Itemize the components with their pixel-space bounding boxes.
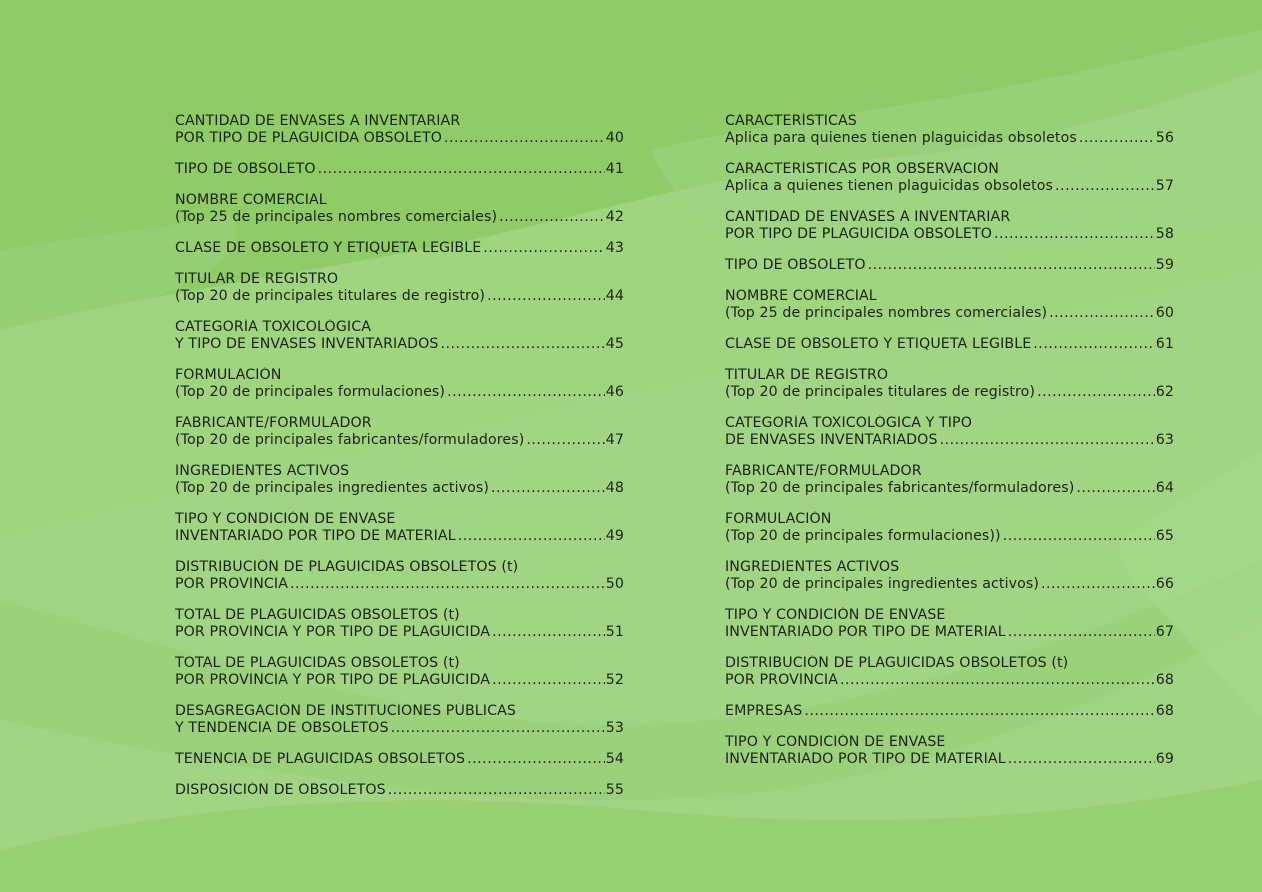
toc-entry-text: TITULAR DE REGISTRO (175, 271, 339, 287)
toc-entry[interactable] (725, 607, 1174, 641)
toc-entry[interactable] (725, 257, 1174, 274)
toc-entry-line (175, 528, 624, 545)
toc-entry-line (725, 226, 1174, 243)
toc-entry-text: CANTIDAD DE ENVASES A INVENTARIAR (725, 209, 1011, 225)
toc-page-number: 49 (605, 528, 624, 544)
toc-entry-line (175, 240, 624, 257)
toc-entry-line (725, 288, 1174, 305)
toc-entry[interactable] (725, 415, 1174, 449)
dot-leader (1033, 336, 1154, 353)
toc-entry-line (725, 607, 1174, 624)
toc-page-number: 64 (1155, 480, 1174, 496)
toc-entry-line (175, 703, 624, 720)
toc-entry[interactable] (725, 161, 1174, 195)
toc-entry[interactable] (175, 703, 624, 737)
dot-leader (483, 240, 604, 257)
dot-leader (487, 288, 605, 305)
toc-entry[interactable] (725, 511, 1174, 545)
dot-leader (1049, 305, 1155, 322)
toc-entry-text: POR PROVINCIA (175, 576, 289, 592)
toc-entry-text: CLASE DE OBSOLETO Y ETIQUETA LEGIBLE (175, 240, 482, 256)
toc-page-number: 65 (1155, 528, 1174, 544)
toc-entry-text: DESAGREGACIÓN DE INSTITUCIONES PÚBLICAS (175, 703, 516, 719)
toc-entry-line (725, 734, 1174, 751)
toc-entry[interactable] (725, 703, 1174, 720)
dot-leader (868, 257, 1155, 274)
toc-entry-line (175, 559, 624, 576)
toc-entry-line (175, 511, 624, 528)
toc-entry-text: NOMBRE COMERCIAL (725, 288, 877, 304)
dot-leader (994, 226, 1155, 243)
toc-entry-line (725, 432, 1174, 449)
toc-entry[interactable] (175, 113, 624, 147)
toc-entry-line (175, 624, 624, 641)
toc-page-number: 40 (605, 130, 624, 146)
toc-page-number: 54 (605, 751, 624, 767)
toc-page-number: 67 (1155, 624, 1174, 640)
toc-entry[interactable] (725, 367, 1174, 401)
toc-entry[interactable] (175, 161, 624, 178)
toc-entry-line (175, 271, 624, 288)
dot-leader (1008, 751, 1155, 768)
dot-leader (1055, 178, 1155, 195)
toc-entry-text: FORMULACIÓN (725, 511, 832, 527)
toc-entry[interactable] (175, 511, 624, 545)
toc-entry[interactable] (175, 319, 624, 353)
toc-entry-text: FORMULACIÓN (175, 367, 282, 383)
toc-entry-text: TIPO DE OBSOLETO (175, 161, 316, 177)
toc-entry-text: (Top 25 de principales nombres comerciales) (725, 305, 1048, 321)
toc-page-number: 66 (1155, 576, 1174, 592)
toc-entry[interactable] (175, 751, 624, 768)
toc-entry-line (175, 161, 624, 178)
toc-page-number: 41 (605, 161, 624, 177)
toc-entry-line (725, 528, 1174, 545)
toc-entry-text: DISPOSICIÓN DE OBSOLETOS (175, 782, 386, 798)
toc-entry-text: DISTRIBUCIÓN DE PLAGUICIDAS OBSOLETOS (t) (175, 559, 519, 575)
toc-entry-line (725, 624, 1174, 641)
toc-entry[interactable] (725, 209, 1174, 243)
toc-entry-text: INVENTARIADO POR TIPO DE MATERIAL (175, 528, 456, 544)
toc-entry-text: (Top 20 de principales titulares de registro) (175, 288, 486, 304)
toc-entry-text: POR PROVINCIA Y POR TIPO DE PLAGUICIDA (175, 624, 491, 640)
toc-entry-line (175, 432, 624, 449)
toc-entry-line (725, 415, 1174, 432)
toc-entry-text: (Top 20 de principales ingredientes activos) (725, 576, 1040, 592)
toc-entry-text: POR TIPO DE PLAGUICIDA OBSOLETO (725, 226, 992, 242)
toc-entry-text: INVENTARIADO POR TIPO DE MATERIAL (725, 751, 1006, 767)
dot-leader (940, 432, 1155, 449)
toc-entry-line (725, 113, 1174, 130)
toc-entry-line (725, 559, 1174, 576)
dot-leader (492, 624, 605, 641)
toc-entry-line (175, 130, 624, 147)
toc-entry-line (725, 178, 1174, 195)
toc-entry-line (175, 463, 624, 480)
dot-leader (447, 384, 605, 401)
toc-entry[interactable] (175, 463, 624, 497)
toc-page-number: 46 (605, 384, 624, 400)
toc-entry-line (175, 192, 624, 209)
dot-leader (840, 672, 1155, 689)
toc-entry-text: TOTAL DE PLAGUICIDAS OBSOLETOS (t) (175, 607, 460, 623)
toc-entry-line (175, 480, 624, 497)
toc-entry[interactable] (725, 336, 1174, 353)
dot-leader (492, 672, 605, 689)
dot-leader (444, 130, 605, 147)
dot-leader (458, 528, 605, 545)
toc-entry-line (725, 751, 1174, 768)
toc-entry-line (175, 367, 624, 384)
dot-leader (1041, 576, 1155, 593)
toc-entry-line (175, 384, 624, 401)
toc-entry-line (175, 288, 624, 305)
toc-entry-text: NOMBRE COMERCIAL (175, 192, 327, 208)
toc-entry-line (725, 305, 1174, 322)
toc-entry-text: EMPRESAS (725, 703, 803, 719)
toc-entry-line (175, 672, 624, 689)
toc-page-number: 69 (1155, 751, 1174, 767)
toc-entry[interactable] (175, 192, 624, 226)
toc-entry-line (725, 209, 1174, 226)
dot-leader (318, 161, 605, 178)
toc-page-number: 48 (605, 480, 624, 496)
toc-page-number: 51 (605, 624, 624, 640)
toc-page-number: 56 (1155, 130, 1174, 146)
toc-entry-text: CLASE DE OBSOLETO Y ETIQUETA LEGIBLE (725, 336, 1032, 352)
toc-entry-text: (Top 20 de principales ingredientes activos) (175, 480, 490, 496)
toc-entry-line (175, 751, 624, 768)
toc-page-number: 68 (1155, 703, 1174, 719)
toc-entry-text: CANTIDAD DE ENVASES A INVENTARIAR (175, 113, 461, 129)
toc-entry-line (175, 319, 624, 336)
toc-entry-text: (Top 20 de principales formulaciones)) (725, 528, 1001, 544)
dot-leader (499, 209, 605, 226)
toc-entry-text: (Top 25 de principales nombres comerciales) (175, 209, 498, 225)
toc-entry[interactable] (175, 607, 624, 641)
toc-entry-text: Y TENDENCIA DE OBSOLETOS (175, 720, 389, 736)
toc-entry[interactable] (725, 288, 1174, 322)
toc-page-number: 43 (605, 240, 624, 256)
toc-entry-text: POR PROVINCIA Y POR TIPO DE PLAGUICIDA (175, 672, 491, 688)
toc-entry-text: TENENCIA DE PLAGUICIDAS OBSOLETOS (175, 751, 466, 767)
toc-entry[interactable] (175, 367, 624, 401)
toc-entry-text: INVENTARIADO POR TIPO DE MATERIAL (725, 624, 1006, 640)
toc-entry-line (725, 672, 1174, 689)
dot-leader (467, 751, 605, 768)
toc-entry[interactable] (725, 463, 1174, 497)
dot-leader (1003, 528, 1155, 545)
toc-page-number: 60 (1155, 305, 1174, 321)
toc-entry[interactable] (725, 734, 1174, 768)
toc-entry-line (725, 576, 1174, 593)
toc-entry-text: POR PROVINCIA (725, 672, 839, 688)
dot-leader (491, 480, 605, 497)
toc-entry-text: FABRICANTE/FORMULADOR (725, 463, 922, 479)
toc-entry-line (175, 336, 624, 353)
toc-page-number: 52 (605, 672, 624, 688)
toc-page-number: 47 (605, 432, 624, 448)
toc-entry-line (725, 480, 1174, 497)
toc-page-number: 55 (605, 782, 624, 798)
toc-entry-text: TITULAR DE REGISTRO (725, 367, 889, 383)
toc-entry[interactable] (175, 271, 624, 305)
dot-leader (290, 576, 605, 593)
toc-page-number: 62 (1155, 384, 1174, 400)
toc-entry[interactable] (175, 559, 624, 593)
toc-entry-text: INGREDIENTES ACTIVOS (725, 559, 900, 575)
toc-entry-line (175, 113, 624, 130)
toc-entry-line (725, 130, 1174, 147)
toc-entry-text: CARACTERÍSTICAS (725, 113, 857, 129)
dot-leader (804, 703, 1154, 720)
toc-entry[interactable] (175, 240, 624, 257)
toc-entry-text: (Top 20 de principales formulaciones) (175, 384, 446, 400)
toc-entry-line (175, 607, 624, 624)
dot-leader (1037, 384, 1155, 401)
toc-entry-line (725, 367, 1174, 384)
toc-entry-text: INGREDIENTES ACTIVOS (175, 463, 350, 479)
toc-entry-text: TIPO DE OBSOLETO (725, 257, 866, 273)
toc-entry[interactable] (175, 415, 624, 449)
toc-page-number: 42 (605, 209, 624, 225)
toc-page-number: 53 (605, 720, 624, 736)
toc-right-column (725, 113, 1174, 768)
toc-entry-line (175, 415, 624, 432)
toc-entry[interactable] (725, 655, 1174, 689)
toc-entry-line (725, 384, 1174, 401)
toc-entry-text: TIPO Y CONDICIÓN DE ENVASE (175, 511, 396, 527)
toc-entry[interactable] (175, 782, 624, 799)
toc-entry-text: DISTRIBUCIÓN DE PLAGUICIDAS OBSOLETOS (t) (725, 655, 1069, 671)
toc-page-number: 63 (1155, 432, 1174, 448)
toc-entry-text: Aplica para quienes tienen plaguicidas obsoletos (725, 130, 1077, 146)
toc-entry-text: POR TIPO DE PLAGUICIDA OBSOLETO (175, 130, 442, 146)
toc-page-number: 44 (605, 288, 624, 304)
toc-entry-text: CATEGORÍA TOXICOLÓGICA Y TIPO (725, 415, 972, 431)
toc-entry-line (175, 782, 624, 799)
toc-entry-line (175, 655, 624, 672)
dot-leader (1079, 130, 1155, 147)
toc-entry-text: CATEGORÍA TOXICOLÓGICA (175, 319, 372, 335)
dot-leader (391, 720, 605, 737)
toc-entry-line (175, 720, 624, 737)
toc-entry-text: FABRICANTE/FORMULADOR (175, 415, 372, 431)
toc-entry-text: DE ENVASES INVENTARIADOS (725, 432, 938, 448)
toc-entry-text: TIPO Y CONDICIÓN DE ENVASE (725, 734, 946, 750)
toc-entry-line (175, 209, 624, 226)
toc-entry-text: CARACTERÍSTICAS POR OBSERVACIÓN (725, 161, 999, 177)
toc-left-column (175, 113, 624, 799)
toc-entry-text: (Top 20 de principales fabricantes/formuladores) (175, 432, 525, 448)
toc-entry[interactable] (725, 559, 1174, 593)
toc-entry-line (725, 257, 1174, 274)
toc-entry-line (725, 161, 1174, 178)
toc-entry-text: (Top 20 de principales fabricantes/formuladores) (725, 480, 1075, 496)
toc-page-number: 57 (1155, 178, 1174, 194)
toc-entry-line (725, 463, 1174, 480)
toc-entry-line (725, 655, 1174, 672)
toc-entry-line (175, 576, 624, 593)
toc-page-number: 68 (1155, 672, 1174, 688)
toc-page-number: 59 (1155, 257, 1174, 273)
toc-page-number: 45 (605, 336, 624, 352)
toc-entry-line (725, 511, 1174, 528)
dot-leader (441, 336, 605, 353)
dot-leader (526, 432, 604, 449)
toc-page-number: 58 (1155, 226, 1174, 242)
toc-entry-text: Y TIPO DE ENVASES INVENTARIADOS (175, 336, 439, 352)
toc-entry[interactable] (175, 655, 624, 689)
toc-entry-text: (Top 20 de principales titulares de registro) (725, 384, 1036, 400)
toc-page-number: 61 (1155, 336, 1174, 352)
toc-entry-text: Aplica a quienes tienen plaguicidas obsoletos (725, 178, 1054, 194)
dot-leader (1076, 480, 1154, 497)
toc-entry-line (725, 703, 1174, 720)
toc-entry[interactable] (725, 113, 1174, 147)
toc-entry-text: TIPO Y CONDICIÓN DE ENVASE (725, 607, 946, 623)
toc-page-number: 50 (605, 576, 624, 592)
toc-entry-line (725, 336, 1174, 353)
dot-leader (388, 782, 605, 799)
dot-leader (1008, 624, 1155, 641)
toc-entry-text: TOTAL DE PLAGUICIDAS OBSOLETOS (t) (175, 655, 460, 671)
